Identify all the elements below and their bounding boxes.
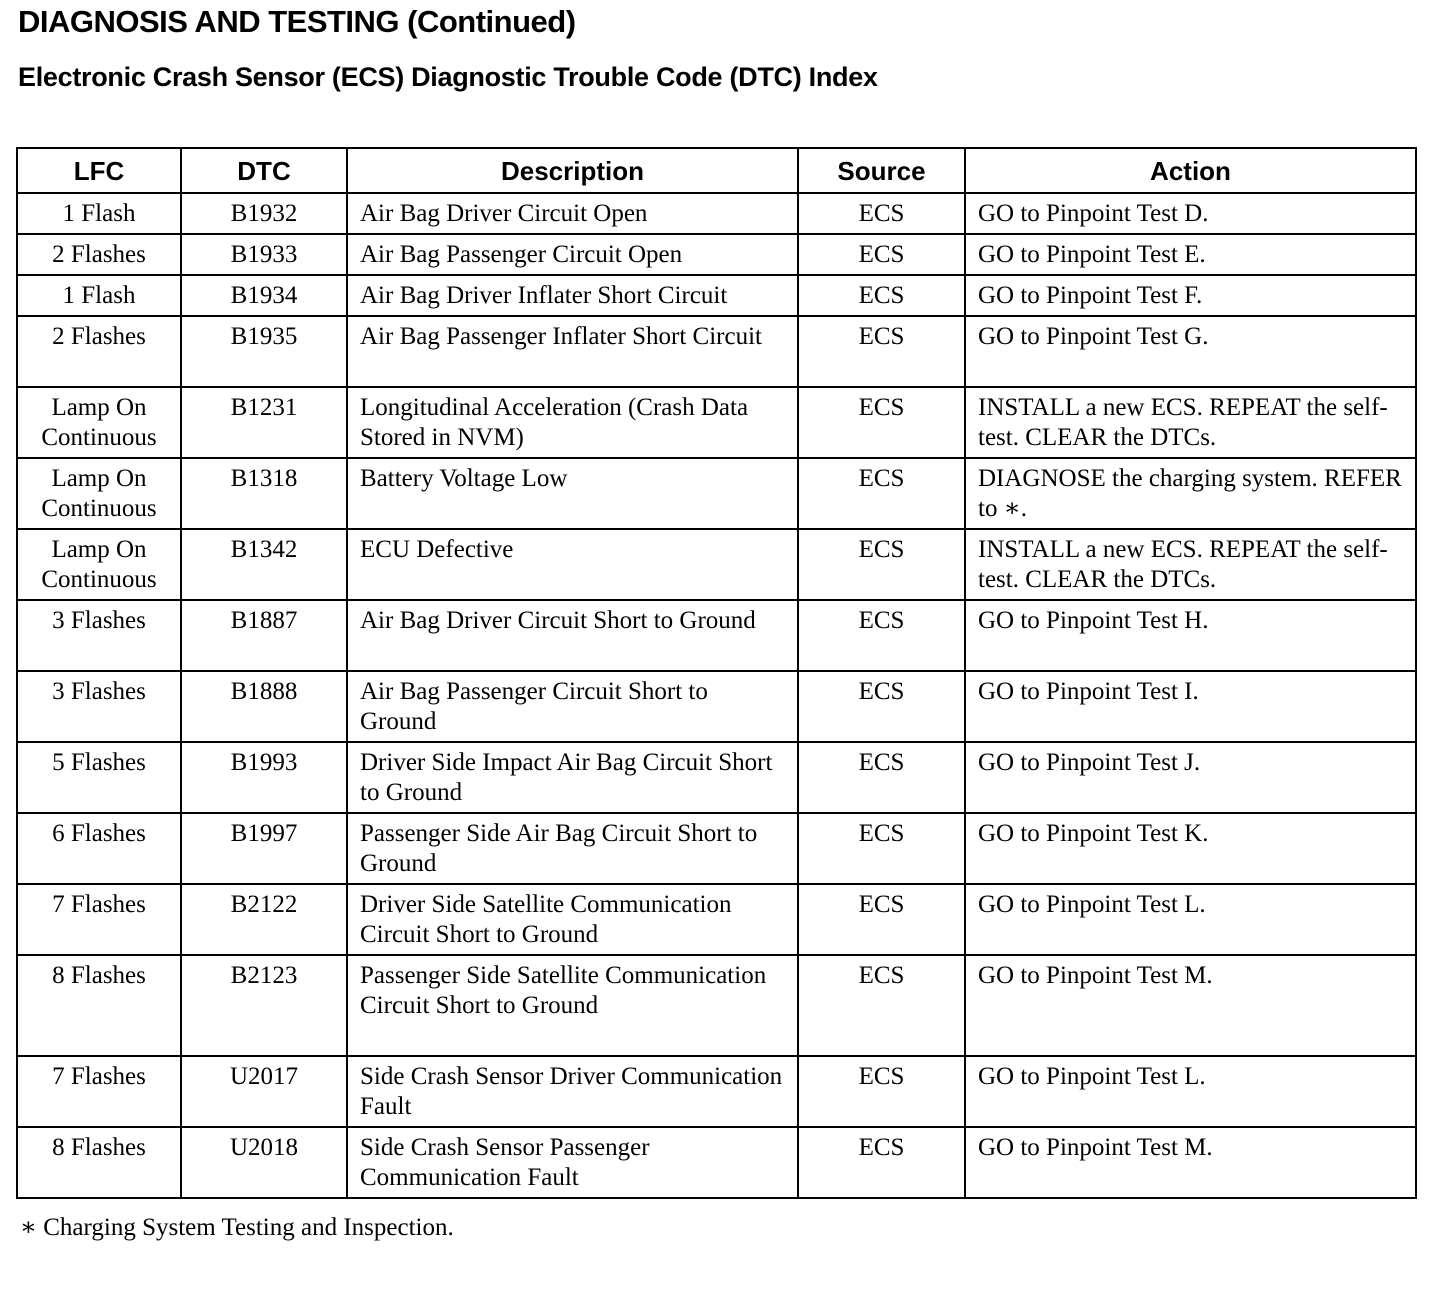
action-cell: DIAGNOSE the charging system. REFER to ∗. xyxy=(965,458,1416,529)
table-row xyxy=(17,234,1416,275)
table-row xyxy=(17,458,1416,529)
action-cell: GO to Pinpoint Test J. xyxy=(965,742,1416,813)
description-cell: Driver Side Impact Air Bag Circuit Short to Ground xyxy=(347,742,798,813)
source-cell: ECS xyxy=(798,387,965,458)
description-cell: Longitudinal Acceleration (Crash Data Stored in NVM) xyxy=(347,387,798,458)
description-cell: Side Crash Sensor Driver Communication Fault xyxy=(347,1056,798,1127)
source-cell: ECS xyxy=(798,458,965,529)
action-cell: GO to Pinpoint Test F. xyxy=(965,275,1416,316)
action-cell: GO to Pinpoint Test E. xyxy=(965,234,1416,275)
action-cell: GO to Pinpoint Test H. xyxy=(965,600,1416,671)
description-cell: Air Bag Passenger Circuit Open xyxy=(347,234,798,275)
lfc-cell: 3 Flashes xyxy=(17,600,181,671)
source-cell: ECS xyxy=(798,316,965,387)
source-cell: ECS xyxy=(798,671,965,742)
description-cell: Air Bag Passenger Inflater Short Circuit xyxy=(347,316,798,387)
dtc-cell: B1933 xyxy=(181,234,347,275)
table-row xyxy=(17,600,1416,671)
footnote: ∗ Charging System Testing and Inspection. xyxy=(20,1214,454,1241)
table-row xyxy=(17,955,1416,1056)
dtc-cell: B1997 xyxy=(181,813,347,884)
table-row xyxy=(17,529,1416,600)
source-cell: ECS xyxy=(798,884,965,955)
action-cell: GO to Pinpoint Test I. xyxy=(965,671,1416,742)
table-row xyxy=(17,1127,1416,1198)
table-row xyxy=(17,671,1416,742)
table-row xyxy=(17,275,1416,316)
dtc-cell: B2123 xyxy=(181,955,347,1056)
lfc-cell: 8 Flashes xyxy=(17,1127,181,1198)
action-cell: INSTALL a new ECS. REPEAT the self-test. CLEAR the DTCs. xyxy=(965,387,1416,458)
source-cell: ECS xyxy=(798,742,965,813)
column-header-lfc: LFC xyxy=(17,148,181,193)
table-row xyxy=(17,387,1416,458)
description-cell: Battery Voltage Low xyxy=(347,458,798,529)
dtc-cell: B1935 xyxy=(181,316,347,387)
action-cell: GO to Pinpoint Test L. xyxy=(965,1056,1416,1127)
page-title: DIAGNOSIS AND TESTING (Continued) xyxy=(18,4,576,39)
dtc-cell: B1887 xyxy=(181,600,347,671)
description-cell: ECU Defective xyxy=(347,529,798,600)
description-cell: Air Bag Driver Circuit Open xyxy=(347,193,798,234)
source-cell: ECS xyxy=(798,1127,965,1198)
action-cell: GO to Pinpoint Test D. xyxy=(965,193,1416,234)
action-cell: GO to Pinpoint Test K. xyxy=(965,813,1416,884)
source-cell: ECS xyxy=(798,813,965,884)
table-row xyxy=(17,742,1416,813)
lfc-cell: 3 Flashes xyxy=(17,671,181,742)
action-cell: INSTALL a new ECS. REPEAT the self-test. CLEAR the DTCs. xyxy=(965,529,1416,600)
action-cell: GO to Pinpoint Test L. xyxy=(965,884,1416,955)
column-header-dtc: DTC xyxy=(181,148,347,193)
action-cell: GO to Pinpoint Test M. xyxy=(965,1127,1416,1198)
table-row xyxy=(17,884,1416,955)
action-cell: GO to Pinpoint Test G. xyxy=(965,316,1416,387)
source-cell: ECS xyxy=(798,234,965,275)
description-cell: Passenger Side Satellite Communication Circuit Short to Ground xyxy=(347,955,798,1056)
table-header-row xyxy=(17,148,1416,193)
dtc-cell: B1888 xyxy=(181,671,347,742)
source-cell: ECS xyxy=(798,1056,965,1127)
dtc-cell: B1932 xyxy=(181,193,347,234)
dtc-cell: B2122 xyxy=(181,884,347,955)
source-cell: ECS xyxy=(798,275,965,316)
lfc-cell: 7 Flashes xyxy=(17,884,181,955)
lfc-cell: Lamp On Continuous xyxy=(17,458,181,529)
table-row xyxy=(17,316,1416,387)
dtc-cell: B1231 xyxy=(181,387,347,458)
description-cell: Air Bag Driver Inflater Short Circuit xyxy=(347,275,798,316)
lfc-cell: 1 Flash xyxy=(17,275,181,316)
description-cell: Driver Side Satellite Communication Circuit Short to Ground xyxy=(347,884,798,955)
table-subtitle: Electronic Crash Sensor (ECS) Diagnostic Trouble Code (DTC) Index xyxy=(18,62,878,92)
description-cell: Air Bag Passenger Circuit Short to Ground xyxy=(347,671,798,742)
lfc-cell: 2 Flashes xyxy=(17,316,181,387)
dtc-cell: U2018 xyxy=(181,1127,347,1198)
source-cell: ECS xyxy=(798,193,965,234)
dtc-cell: B1342 xyxy=(181,529,347,600)
source-cell: ECS xyxy=(798,529,965,600)
lfc-cell: 2 Flashes xyxy=(17,234,181,275)
dtc-cell: B1318 xyxy=(181,458,347,529)
column-header-action: Action xyxy=(965,148,1416,193)
lfc-cell: 5 Flashes xyxy=(17,742,181,813)
source-cell: ECS xyxy=(798,955,965,1056)
table-row xyxy=(17,193,1416,234)
lfc-cell: 8 Flashes xyxy=(17,955,181,1056)
column-header-description: Description xyxy=(347,148,798,193)
dtc-cell: B1993 xyxy=(181,742,347,813)
lfc-cell: 7 Flashes xyxy=(17,1056,181,1127)
lfc-cell: 1 Flash xyxy=(17,193,181,234)
lfc-cell: Lamp On Continuous xyxy=(17,387,181,458)
lfc-cell: Lamp On Continuous xyxy=(17,529,181,600)
table-row xyxy=(17,813,1416,884)
dtc-cell: U2017 xyxy=(181,1056,347,1127)
source-cell: ECS xyxy=(798,600,965,671)
column-header-source: Source xyxy=(798,148,965,193)
dtc-cell: B1934 xyxy=(181,275,347,316)
lfc-cell: 6 Flashes xyxy=(17,813,181,884)
description-cell: Air Bag Driver Circuit Short to Ground xyxy=(347,600,798,671)
dtc-index-table xyxy=(16,147,1417,1199)
table-row xyxy=(17,1056,1416,1127)
action-cell: GO to Pinpoint Test M. xyxy=(965,955,1416,1056)
description-cell: Side Crash Sensor Passenger Communication Fault xyxy=(347,1127,798,1198)
description-cell: Passenger Side Air Bag Circuit Short to Ground xyxy=(347,813,798,884)
